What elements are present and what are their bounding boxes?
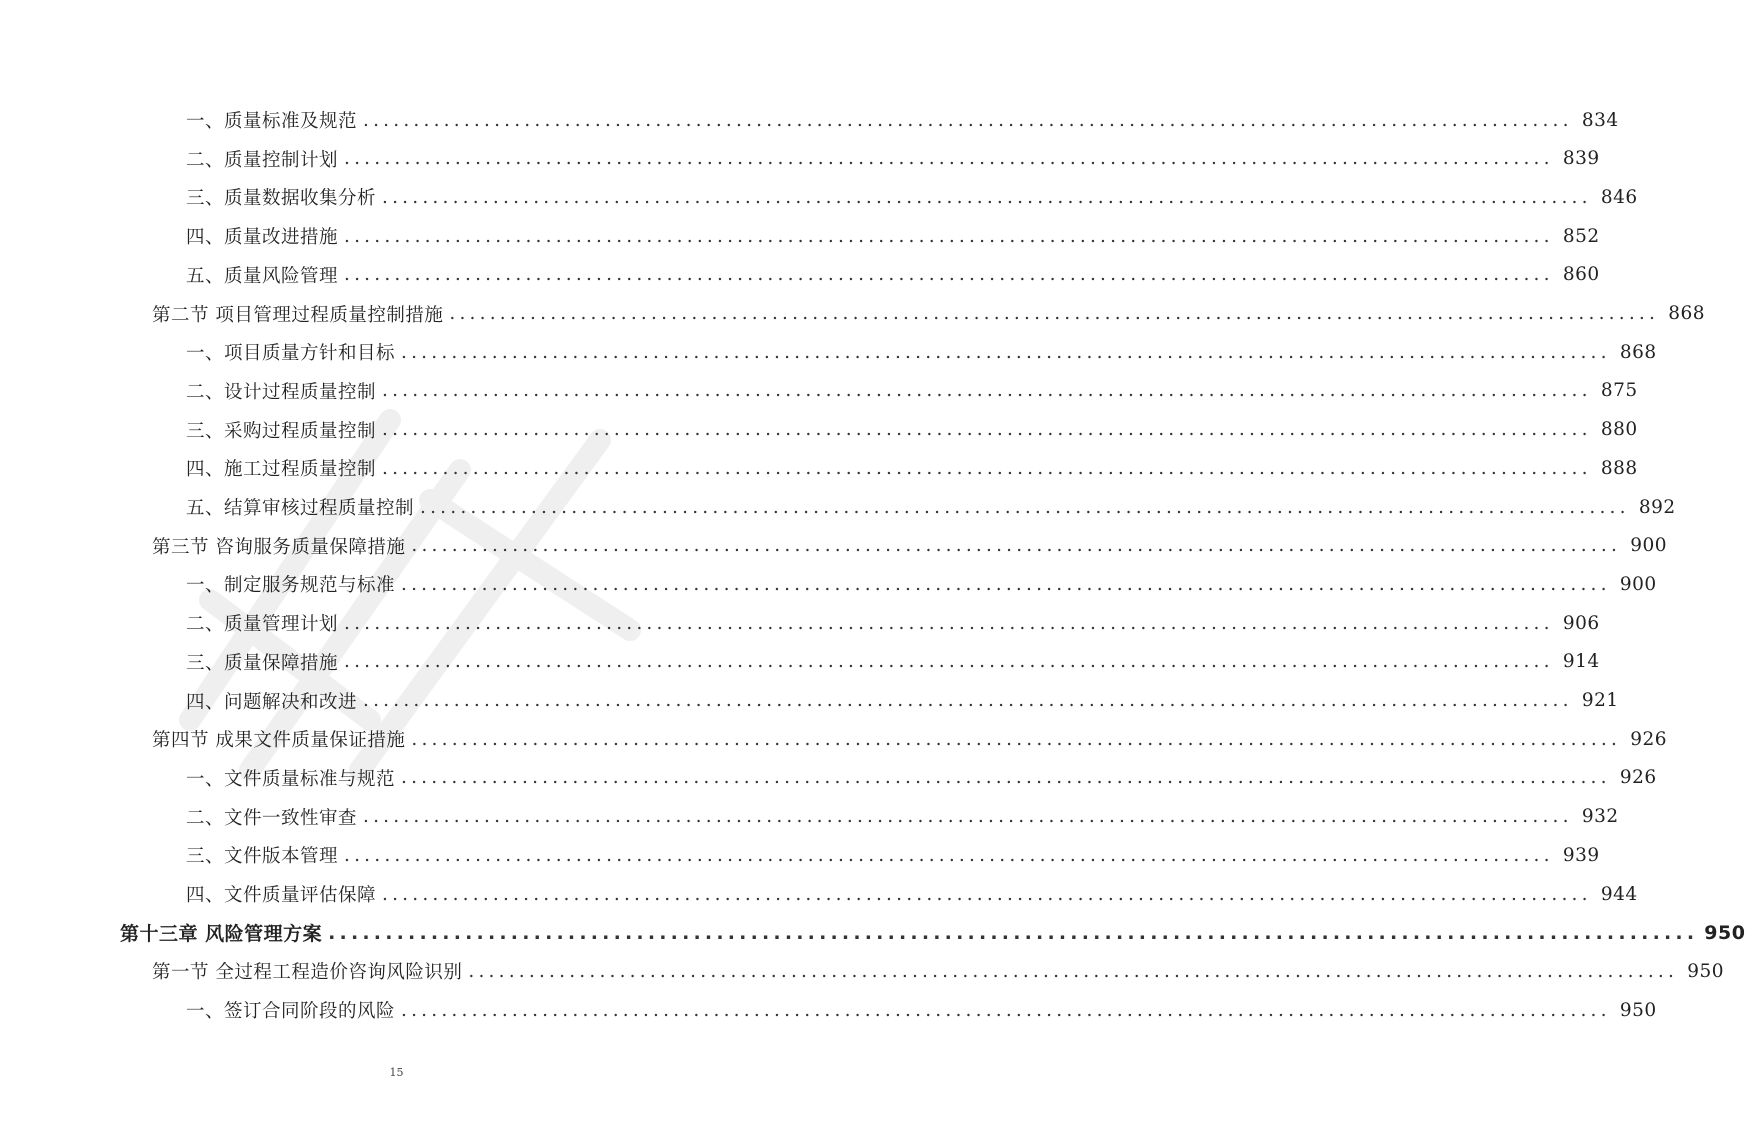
toc-item-entry[interactable] (0, 565, 1657, 603)
toc-item-entry[interactable] (0, 682, 1619, 720)
toc-entry-page: 834 (1581, 109, 1619, 131)
toc-item-entry[interactable] (0, 333, 1657, 371)
toc-item-entry[interactable] (0, 759, 1657, 797)
toc-entry-title: 一、质量标准及规范 (186, 111, 358, 132)
toc-entry-title: 三、采购过程质量控制 (186, 420, 377, 442)
toc-entry-page: 860 (1562, 264, 1600, 286)
toc-section-entry[interactable] (0, 720, 1668, 758)
toc-section-entry[interactable] (0, 952, 1725, 990)
toc-entry-page: 950 (1687, 960, 1725, 982)
toc-entry-title: 五、结算审核过程质量控制 (186, 498, 415, 519)
toc-entry-page: 892 (1638, 496, 1676, 518)
toc-leader-dots: ........................................................................................................................ (411, 728, 1622, 750)
toc-leader-dots: ........................................................................................................................ (401, 341, 1611, 363)
toc-entry-title: 第二节 项目管理过程质量控制措施 (152, 304, 444, 326)
toc-entry-page: 900 (1619, 573, 1657, 595)
toc-item-entry[interactable] (0, 411, 1638, 449)
toc-entry-title: 二、设计过程质量控制 (186, 381, 377, 403)
toc-item-entry[interactable] (0, 798, 1619, 836)
toc-entry-title: 二、质量控制计划 (186, 149, 339, 171)
toc-entry-page: 914 (1562, 651, 1600, 673)
toc-item-entry[interactable] (0, 140, 1600, 178)
toc-entry-title: 四、文件质量评估保障 (186, 885, 377, 906)
toc-entry-page: 900 (1630, 535, 1668, 557)
toc-entry-title: 一、签订合同阶段的风险 (186, 1001, 396, 1023)
toc-entry-page: 950 (1704, 921, 1745, 944)
toc-item-entry[interactable] (0, 256, 1600, 294)
toc-section-entry[interactable] (0, 527, 1668, 565)
toc-leader-dots: ........................................................................................................................ (344, 148, 1554, 170)
toc-entry-title: 四、施工过程质量控制 (186, 459, 377, 481)
toc-leader-dots: ........................................................................................................................ (363, 109, 1573, 131)
toc-entry-page: 950 (1619, 999, 1657, 1021)
toc-leader-dots: ........................................................................................................................ (363, 806, 1573, 828)
toc-leader-dots: ........................................................................................................................ (420, 496, 1630, 518)
toc-entry-title: 一、项目质量方针和目标 (186, 343, 396, 365)
toc-entry-page: 846 (1600, 186, 1638, 208)
toc-entry-page: 868 (1619, 341, 1657, 363)
toc-section-entry[interactable] (0, 295, 1706, 333)
toc-entry-title: 第四节 成果文件质量保证措施 (152, 730, 406, 752)
toc-chapter-entry[interactable] (0, 914, 1745, 952)
toc-leader-dots: ........................................................................................................................ (382, 380, 1592, 402)
toc-entry-page: 932 (1581, 806, 1619, 828)
toc-entry-title: 三、文件版本管理 (186, 846, 339, 868)
toc-entry-page: 926 (1630, 728, 1668, 750)
toc-leader-dots: ........................................................................................................................ (401, 767, 1611, 789)
toc-entry-title: 三、质量数据收集分析 (186, 188, 377, 210)
toc-entry-title: 五、质量风险管理 (186, 265, 339, 287)
toc-leader-dots: ........................................................................................................................ (411, 535, 1622, 557)
toc-item-entry[interactable] (0, 488, 1676, 526)
toc-entry-title: 三、质量保障措施 (186, 652, 339, 674)
toc-item-entry[interactable] (0, 178, 1638, 216)
toc-item-entry[interactable] (0, 836, 1600, 874)
toc-item-entry[interactable] (0, 217, 1600, 255)
toc-leader-dots: ........................................................................................................................ (468, 960, 1679, 982)
toc-entry-title: 第三节 咨询服务质量保障措施 (152, 536, 406, 558)
toc-entry-title: 四、质量改进措施 (186, 227, 339, 249)
toc-entry-title: 第一节 全过程工程造价咨询风险识别 (152, 962, 463, 984)
toc-item-entry[interactable] (0, 449, 1638, 487)
toc-leader-dots: ........................................................................................................................ (344, 225, 1554, 247)
toc-leader-dots: ........................................................................................................................ (344, 651, 1554, 673)
toc-entry-title: 二、文件一致性审查 (186, 807, 358, 829)
toc-entry-title: 一、制定服务规范与标准 (186, 575, 396, 597)
toc-leader-dots: ........................................................................................................................ (401, 999, 1611, 1021)
toc-entry-title: 四、问题解决和改进 (186, 691, 358, 713)
toc-leader-dots: ........................................................................................................................ (382, 883, 1592, 905)
toc-item-entry[interactable] (0, 101, 1619, 139)
toc-leader-dots: ........................................................................................................................ (382, 419, 1592, 441)
toc-leader-dots: ........................................................................................................................ (363, 690, 1573, 711)
toc-entry-title: 第十三章 风险管理方案 (120, 923, 323, 946)
toc-entry-page: 921 (1581, 690, 1619, 711)
toc-entry-page: 839 (1562, 148, 1600, 170)
toc-item-entry[interactable] (0, 643, 1600, 681)
toc-entry-page: 944 (1600, 883, 1638, 905)
toc-entry-page: 926 (1619, 767, 1657, 789)
toc-leader-dots: ........................................................................................................................ (401, 573, 1611, 595)
toc-leader-dots: ........................................................................................................................ (344, 612, 1554, 634)
toc-entry-page: 868 (1668, 303, 1706, 324)
page-number: 15 (389, 1066, 404, 1079)
toc-item-entry[interactable] (0, 875, 1638, 913)
toc-leader-dots: ........................................................................................................................ (344, 844, 1554, 866)
toc-leader-dots: ........................................................................................................................ (328, 921, 1699, 944)
toc-entry-title: 一、文件质量标准与规范 (186, 768, 396, 790)
toc-item-entry[interactable] (0, 372, 1638, 410)
toc-entry-page: 906 (1562, 612, 1600, 634)
toc-entry-page: 875 (1600, 380, 1638, 402)
toc-entry-title: 二、质量管理计划 (186, 614, 339, 636)
toc-entry-page: 888 (1600, 457, 1638, 479)
toc-entry-page: 852 (1562, 225, 1600, 247)
toc-entry-page: 939 (1562, 844, 1600, 866)
toc-leader-dots: ........................................................................................................................ (382, 457, 1592, 479)
toc-leader-dots: ........................................................................................................................ (449, 303, 1660, 324)
toc-item-entry[interactable] (0, 604, 1600, 642)
toc-leader-dots: ........................................................................................................................ (382, 186, 1592, 208)
toc-item-entry[interactable] (0, 991, 1657, 1029)
toc-leader-dots: ........................................................................................................................ (344, 264, 1554, 286)
toc-entry-page: 880 (1600, 419, 1638, 441)
